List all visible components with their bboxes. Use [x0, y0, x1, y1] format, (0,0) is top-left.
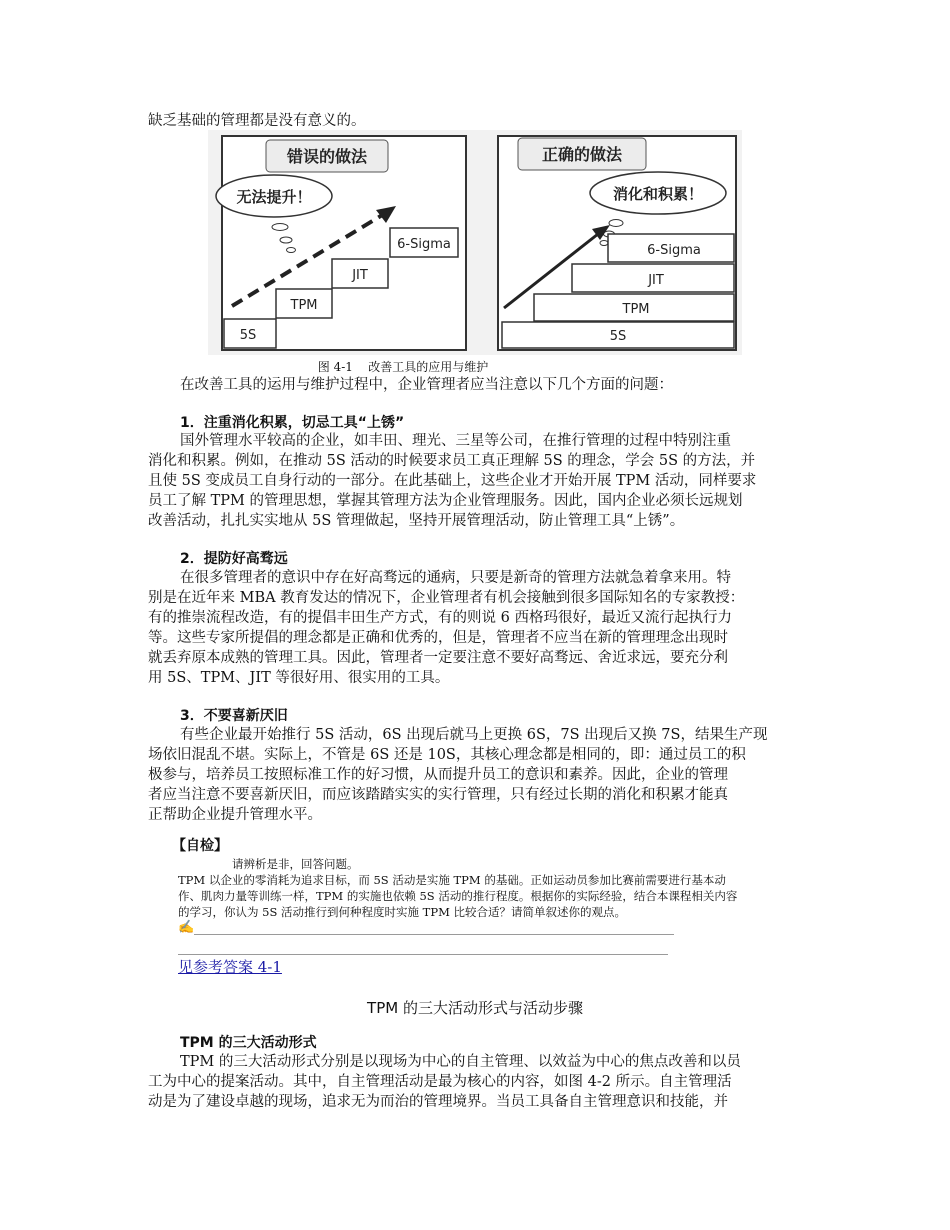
- section-heading: TPM 的三大活动形式与活动步骤: [367, 999, 583, 1017]
- intro-line: 缺乏基础的管理都是没有意义的。: [148, 113, 366, 129]
- section4-title: TPM 的三大活动形式: [180, 1035, 317, 1051]
- section1-line: 消化和积累。例如，在推动 5S 活动的时候要求员工真正理解 5S 的理念，学会 5S 的方法，并: [148, 453, 756, 469]
- left-step-jit: JIT: [352, 268, 368, 283]
- figure-graphic: [208, 130, 742, 355]
- right-panel-title: 正确的做法: [541, 145, 623, 164]
- right-step-jit: JIT: [648, 273, 664, 288]
- section1-line: 员工了解 TPM 的管理思想，掌握其管理方法为企业管理服务。因此，国内企业必须长远规划: [148, 493, 743, 509]
- right-panel: [498, 136, 736, 350]
- section3-line: 正帮助企业提升管理水平。: [148, 807, 322, 823]
- section2-line: 别是在近年来 MBA 教育发达的情况下，企业管理者有机会接触到很多国际知名的专家教授：: [148, 590, 745, 606]
- section3-line: 极参与，培养员工按照标准工作的好习惯，从而提升员工的意识和素养。因此，企业的管理: [148, 767, 728, 783]
- caption-text: 改善工具的应用与维护: [368, 360, 489, 374]
- self-check-line: 的学习，你认为 5S 活动推行到何种程度时实施 TPM 比较合适？请简单叙述你的观点。: [178, 905, 626, 919]
- left-step-5s: 5S: [239, 328, 257, 343]
- answer-reference-link[interactable]: 见参考答案 4-1: [178, 958, 282, 976]
- answer-line[interactable]: [194, 934, 674, 935]
- section4-line: TPM 的三大活动形式分别是以现场为中心的自主管理、以效益为中心的焦点改善和以员: [180, 1054, 741, 1070]
- left-panel: [216, 136, 466, 350]
- section4-line: 动是为了建设卓越的现场，追求无为而治的管理境界。当员工具备自主管理意识和技能，并: [148, 1094, 728, 1110]
- section1-line: 国外管理水平较高的企业，如丰田、理光、三星等公司，在推行管理的过程中特别注重: [180, 433, 731, 449]
- section3-line: 者应当注意不要喜新厌旧，而应该踏踏实实的实行管理，只有经过长期的消化和积累才能真: [148, 787, 728, 803]
- section3-line: 场依旧混乱不堪。实际上，不管是 6S 还是 10S，其核心理念都是相同的，即：通过员工的积: [148, 747, 746, 763]
- pen-icon: ✍: [178, 920, 195, 935]
- section1-line: 改善活动，扎扎实实地从 5S 管理做起，坚持开展管理活动，防止管理工具“上锈”。: [148, 513, 685, 529]
- right-step-6sigma: 6-Sigma: [647, 243, 701, 258]
- caption-number: 图 4-1: [317, 360, 353, 374]
- right-step-tpm: TPM: [622, 302, 650, 317]
- left-step-tpm: TPM: [290, 298, 318, 313]
- left-step-6sigma: 6-Sigma: [397, 237, 451, 252]
- section2-title: 2．提防好高骛远: [180, 551, 288, 567]
- section2-line: 等。这些专家所提倡的理念都是正确和优秀的，但是，管理者不应当在新的管理理念出现时: [148, 630, 728, 646]
- figure-4-1: [208, 130, 742, 355]
- self-check-line: 作、肌肉力量等训练一样，TPM 的实施也依赖 5S 活动的推行程度。根据你的实际经验，结合本课程相关内容: [178, 889, 738, 903]
- section2-line: 在很多管理者的意识中存在好高骛远的通病，只要是新奇的管理方法就急着拿来用。特: [180, 570, 731, 586]
- section2-line: 就丢弃原本成熟的管理工具。因此，管理者一定要注意不要好高骛远、舍近求远，要充分利: [148, 650, 728, 666]
- right-step-5s: 5S: [609, 329, 627, 344]
- figure-caption: [0, 358, 806, 375]
- left-bubble-text: 无法提升！: [236, 188, 312, 206]
- section4-line: 工为中心的提案活动。其中，自主管理活动是最为核心的内容，如图 4-2 所示。自主管理活: [148, 1074, 732, 1090]
- section1-title: 1．注重消化积累，切忌工具“上锈”: [180, 415, 405, 431]
- left-panel-title: 错误的做法: [286, 147, 368, 166]
- section3-line: 有些企业最开始推行 5S 活动，6S 出现后就马上更换 6S，7S 出现后又换 7S，结果生产现: [180, 727, 768, 743]
- section2-line: 用 5S、TPM、JIT 等很好用、很实用的工具。: [148, 670, 450, 686]
- section3-title: 3．不要喜新厌旧: [180, 708, 288, 724]
- self-check-line: TPM 以企业的零消耗为追求目标，而 5S 活动是实施 TPM 的基础。正如运动员参加比赛前需要进行基本动: [178, 873, 726, 887]
- section1-line: 且使 5S 变成员工自身行动的一部分。在此基础上，这些企业才开始开展 TPM 活动，同样要求: [148, 473, 757, 489]
- section2-line: 有的推崇流程改造，有的提倡丰田生产方式，有的则说 6 西格玛很好，最近又流行起执行力: [148, 610, 732, 626]
- self-check-prompt: 请辨析是非，回答问题。: [232, 857, 359, 871]
- answer-line[interactable]: [178, 954, 668, 955]
- self-check-title: 【自检】: [172, 838, 228, 854]
- lead-in: 在改善工具的运用与维护过程中，企业管理者应当注意以下几个方面的问题：: [180, 377, 673, 393]
- right-bubble-text: 消化和积累！: [612, 185, 704, 203]
